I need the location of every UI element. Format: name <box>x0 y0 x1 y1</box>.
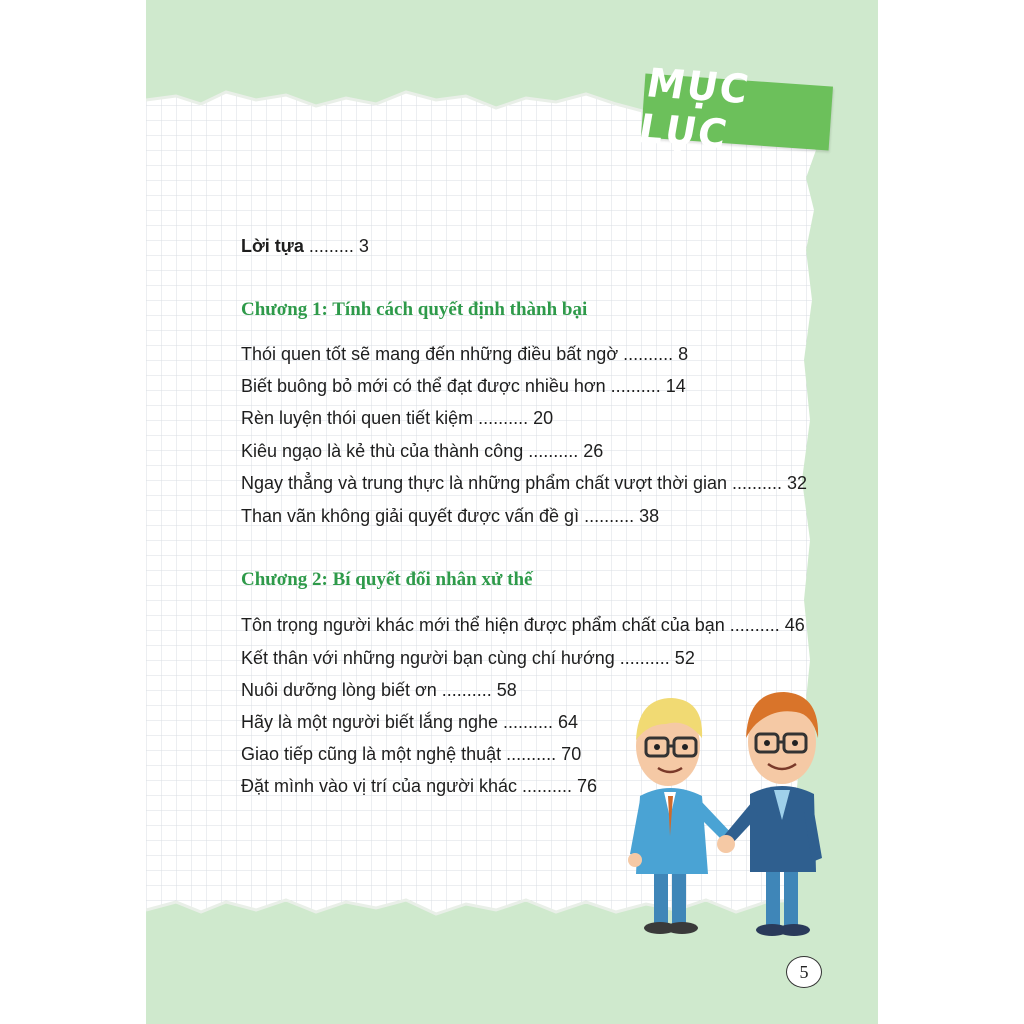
preface-page: 3 <box>358 236 369 256</box>
toc-entry[interactable]: Biết buông bỏ mới có thể đạt được nhiều hơn .......... 14 <box>241 376 686 396</box>
handshake-illustration <box>616 668 836 948</box>
toc-entry[interactable]: Tôn trọng người khác mới thể hiện được phẩm chất của bạn .......... 46 <box>241 615 805 635</box>
page-title: MỤC LỤC <box>635 59 754 158</box>
toc-entry[interactable]: Than vãn không giải quyết được vấn đề gì .......... 38 <box>241 506 660 526</box>
preface-leader: ......... <box>303 236 354 256</box>
toc-preface-entry[interactable] <box>241 236 369 256</box>
toc-entry[interactable]: Thói quen tốt sẽ mang đến những điều bất ngờ .......... 8 <box>241 344 689 364</box>
page-number: 5 <box>799 961 809 982</box>
toc-entry[interactable]: Giao tiếp cũng là một nghệ thuật .......... 70 <box>241 744 582 764</box>
toc-entry[interactable]: Ngay thẳng và trung thực là những phẩm chất vượt thời gian .......... 32 <box>241 473 808 493</box>
toc-entry[interactable]: Kết thân với những người bạn cùng chí hướng .......... 52 <box>241 648 695 668</box>
toc-entry[interactable]: Nuôi dưỡng lòng biết ơn .......... 58 <box>241 680 517 700</box>
page-number-badge <box>786 956 822 988</box>
toc-entry[interactable]: Rèn luyện thói quen tiết kiệm .......... 20 <box>241 408 554 428</box>
toc-entry[interactable]: Hãy là một người biết lắng nghe .......... 64 <box>241 712 579 732</box>
toc-title-banner <box>635 59 833 158</box>
preface-label: Lời tựa <box>241 236 304 256</box>
toc-entry[interactable]: Đặt mình vào vị trí của người khác .......... 76 <box>241 776 598 796</box>
left-man-figure <box>628 698 734 934</box>
chapter-2-heading[interactable]: Chương 2: Bí quyết đối nhân xử thế <box>241 569 533 590</box>
book-page <box>146 0 878 1024</box>
right-man-figure <box>717 692 822 936</box>
chapter-1-heading[interactable]: Chương 1: Tính cách quyết định thành bại <box>241 299 588 320</box>
toc-entry[interactable]: Kiêu ngạo là kẻ thù của thành công .......... 26 <box>241 441 604 461</box>
